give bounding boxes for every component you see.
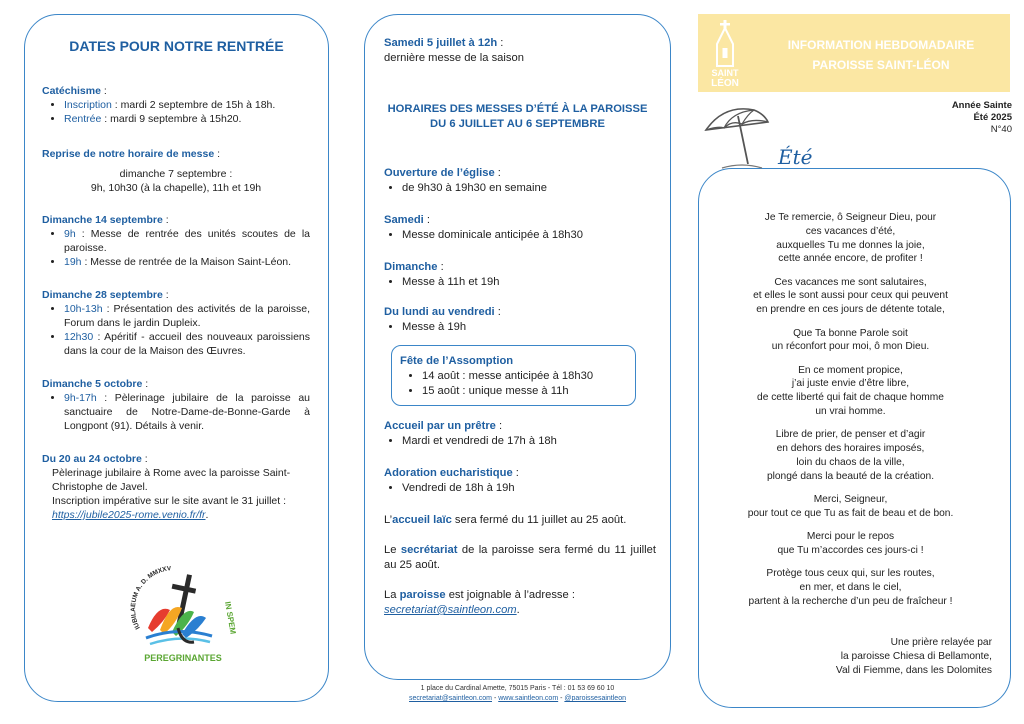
poem-line: plongé dans la beauté de la création.	[766, 470, 935, 482]
list-item: • 15 août : unique messe à 11h	[422, 384, 630, 399]
poem-line: de cette liberté qui fait de chaque homme	[757, 392, 944, 404]
logo-saint-text: SAINT	[711, 68, 739, 78]
poem-line: pour tout ce que Tu as fait de beau et de bon.	[747, 507, 954, 519]
poem-stanza	[718, 211, 983, 266]
list-item: • 14 août : messe anticipée à 18h30	[422, 369, 630, 384]
jubilee-logo	[118, 566, 248, 666]
reprise-block: Reprise de notre horaire de messe : dimanche 7 septembre : 9h, 10h30 (à la chapelle), 11h et 19h	[42, 147, 310, 195]
samedi-block: Samedi : • Messe dominicale anticipée à 18h30	[384, 213, 656, 243]
accueil-heading: Accueil par un prêtre	[384, 420, 496, 432]
catechisme-heading: Catéchisme	[42, 85, 101, 97]
dim5-block: Dimanche 5 octobre : • 9h-17h : Pèlerinage jubilaire de la paroisse au sanctuaire de Notre-Dame-de-Bonne-Garde à Longpont (91). Détails à venir.	[42, 377, 310, 433]
dimanche-heading: Dimanche	[384, 261, 438, 273]
poem-line: en mer, et dans le ciel,	[799, 582, 902, 594]
poem-line: Merci pour le repos	[806, 531, 895, 543]
list-item: • de 9h30 à 19h30 en semaine	[402, 181, 656, 196]
semaine-block: Du lundi au vendredi : • Messe à 19h	[384, 305, 656, 335]
list-item: • Messe à 11h et 19h	[402, 275, 656, 290]
assomption-heading: Fête de l’Assomption	[400, 355, 514, 367]
logo-bottom-text: PEREGRINANTES	[144, 653, 222, 663]
logo-leon-text: LÉON	[711, 78, 739, 88]
poem-line: Merci, Seigneur,	[813, 494, 888, 506]
adoration-block: Adoration eucharistique : • Vendredi de 18h à 19h	[384, 466, 656, 496]
poem-line: loin du chaos de la ville,	[796, 456, 905, 468]
catechisme-block: Catéchisme : • Inscription : mardi 2 septembre de 15h à 18h. • Rentrée : mardi 9 septembre à 15h20.	[42, 84, 310, 126]
reprise-heading: Reprise de notre horaire de messe	[42, 148, 215, 160]
umbrella-icon	[702, 98, 772, 170]
logo-side-text: IN SPEM	[223, 600, 238, 635]
dim14-block: Dimanche 14 septembre : • 9h : Messe de rentrée des unités scoutes de la paroisse. • 19h : Messe de rentrée de la Maison Saint-Léon.	[42, 213, 310, 269]
newsletter-title: INFORMATION HEBDOMADAIRE PAROISSE SAINT-LÉON	[787, 38, 975, 72]
poem-line: en dehors des horaires imposés,	[776, 443, 925, 455]
list-item: • Mardi et vendredi de 17h à 18h	[402, 434, 656, 449]
samedi5-block: Samedi 5 juillet à 12h : dernière messe de la saison	[384, 36, 656, 66]
poem-line: En ce moment propice,	[798, 364, 903, 376]
adoration-heading: Adoration eucharistique	[384, 467, 513, 479]
ouverture-heading: Ouverture de l’église	[384, 167, 495, 179]
footer-site-link[interactable]: www.saintleon.com	[498, 695, 559, 702]
poem-stanza	[718, 567, 983, 608]
poem-stanza	[718, 530, 983, 558]
poem-line: en prendre en ces jours de détente totale,	[756, 304, 945, 316]
poem-line: Que Ta bonne Parole soit	[793, 327, 908, 339]
rome-inscription: Inscription impérative sur le site avant le 31 juillet :	[52, 495, 287, 507]
poem-line: Protège tous ceux qui, sur les routes,	[766, 568, 935, 580]
footer-social-link[interactable]: @paroissesaintleon	[564, 695, 626, 702]
poem-stanza	[718, 428, 983, 483]
dim5-heading: Dimanche 5 octobre	[42, 378, 143, 390]
poem-stanza	[718, 327, 983, 355]
footer-address: 1 place du Cardinal Amette, 75015 Paris - Tél : 01 53 69 60 10	[420, 685, 615, 692]
rome-heading: Du 20 au 24 octobre	[42, 453, 142, 465]
poem-title: Été	[778, 145, 813, 169]
list-item: • Messe à 19h	[402, 320, 656, 335]
dimanche-block: Dimanche : • Messe à 11h et 19h	[384, 260, 656, 290]
church-icon	[717, 20, 733, 66]
jubile-link[interactable]: https://jubile2025-rome.venio.fr/fr	[52, 509, 206, 521]
footer-email-link[interactable]: secretariat@saintleon.com	[409, 695, 492, 702]
samedi-heading: Samedi	[384, 214, 424, 226]
ouverture-block: Ouverture de l’église : • de 9h30 à 19h30 en semaine	[384, 166, 656, 196]
poem-stanza	[718, 364, 983, 419]
poem-line: cette année encore, de profiter !	[778, 253, 923, 265]
poem-line: ces vacances d’été,	[805, 225, 896, 237]
list-item: • Messe dominicale anticipée à 18h30	[402, 228, 656, 243]
accueil-laic-notice: L’accueil laïc sera fermé du 11 juillet au 25 août.	[384, 514, 627, 526]
contact-notice: La paroisse est joignable à l’adresse : secretariat@saintleon.com.	[384, 589, 575, 616]
list-item: • Rentrée : mardi 9 septembre à 15h20.	[64, 112, 310, 126]
pilgrims-icon	[146, 607, 212, 644]
poem-line: j’ai juste envie d’être libre,	[791, 378, 910, 390]
poem-line: un vrai homme.	[815, 406, 886, 418]
samedi5-text: dernière messe de la saison	[384, 52, 524, 64]
poem	[718, 211, 983, 618]
section-title-horaires: HORAIRES DES MESSES D’ÉTÉ À LA PAROISSE DU 6 JUILLET AU 6 SEPTEMBRE	[387, 103, 648, 130]
samedi5-heading: Samedi 5 juillet à 12h	[384, 37, 498, 49]
dim28-block: Dimanche 28 septembre : • 10h-13h : Présentation des activités de la paroisse, Forum dans le jardin Dupleix. • 12h30 : Apéritif - accueil des nouveaux paroissiens dans la cour de la Maison des Œuvres.	[42, 288, 310, 358]
list-item: • 12h30 : Apéritif - accueil des nouveaux paroissiens dans la cour de la Maison des Œuvres.	[64, 330, 310, 358]
list-item: • 9h : Messe de rentrée des unités scoutes de la paroisse.	[64, 227, 310, 255]
list-item: • 10h-13h : Présentation des activités de la paroisse, Forum dans le jardin Dupleix.	[64, 302, 310, 330]
dim28-heading: Dimanche 28 septembre	[42, 289, 163, 301]
footer: 1 place du Cardinal Amette, 75015 Paris - Tél : 01 53 69 60 10 secretariat@saintleon.com - www.saintleon.com - @paroissesaintleon	[364, 684, 671, 704]
poem-line: Libre de prier, de penser et d’agir	[775, 429, 926, 441]
accueil-block: Accueil par un prêtre : • Mardi et vendredi de 17h à 18h	[384, 419, 656, 449]
poem-line: Je Te remercie, ô Seigneur Dieu, pour	[764, 212, 937, 223]
reprise-hours: 9h, 10h30 (à la chapelle), 11h et 19h	[90, 182, 262, 194]
dim14-heading: Dimanche 14 septembre	[42, 214, 163, 226]
poem-stanza	[718, 276, 983, 317]
semaine-heading: Du lundi au vendredi	[384, 306, 495, 318]
logo-ring-text: IUBILAEUM A. D. MMXXV	[130, 566, 172, 631]
poem-line: Ces vacances me sont salutaires,	[774, 276, 927, 288]
church-logo	[704, 18, 746, 88]
poem-credit: Une prière relayée par la paroisse Chiesa di Bellamonte, Val di Fiemme, dans les Dolomites	[835, 637, 992, 676]
issue-info: Année Sainte Été 2025 N°40	[951, 100, 1012, 135]
secretariat-notice: Le secrétariat de la paroisse sera fermé du 11 juillet au 25 août.	[384, 544, 656, 571]
list-item: • Inscription : mardi 2 septembre de 15h à 18h.	[64, 98, 310, 112]
poem-line: partent à la recherche d’un peu de fraîcheur !	[748, 595, 953, 607]
poem-line: et elles le sont aussi pour ceux qui peuvent	[753, 290, 948, 302]
list-item: • 19h : Messe de rentrée de la Maison Saint-Léon.	[64, 255, 310, 269]
poem-line: auxquelles Tu me donnes la joie,	[776, 239, 925, 251]
assomption-block	[400, 354, 630, 399]
rome-text: Pèlerinage jubilaire à Rome avec la paroisse Saint-Christophe de Javel.	[52, 467, 291, 493]
rome-block: Du 20 au 24 octobre : Pèlerinage jubilaire à Rome avec la paroisse Saint-Christophe de Javel. Inscription impérative sur le site avant le 31 juillet : https://jubile2025-rome.venio.fr/fr.	[42, 452, 310, 522]
reprise-date: dimanche 7 septembre :	[119, 168, 233, 180]
section-title-rentree: DATES POUR NOTRE RENTRÉE	[69, 38, 284, 54]
poem-stanza	[718, 493, 983, 521]
list-item: • 9h-17h : Pèlerinage jubilaire de la paroisse au sanctuaire de Notre-Dame-de-Bonne-Garde à Longpont (91). Détails à venir.	[64, 391, 310, 433]
poem-line: que Tu m’accordes ces jours-ci !	[777, 544, 924, 556]
secretariat-email-link[interactable]: secretariat@saintleon.com	[384, 604, 517, 616]
list-item: • Vendredi de 18h à 19h	[402, 481, 656, 496]
poem-line: un réconfort pour moi, ô mon Dieu.	[771, 341, 930, 353]
